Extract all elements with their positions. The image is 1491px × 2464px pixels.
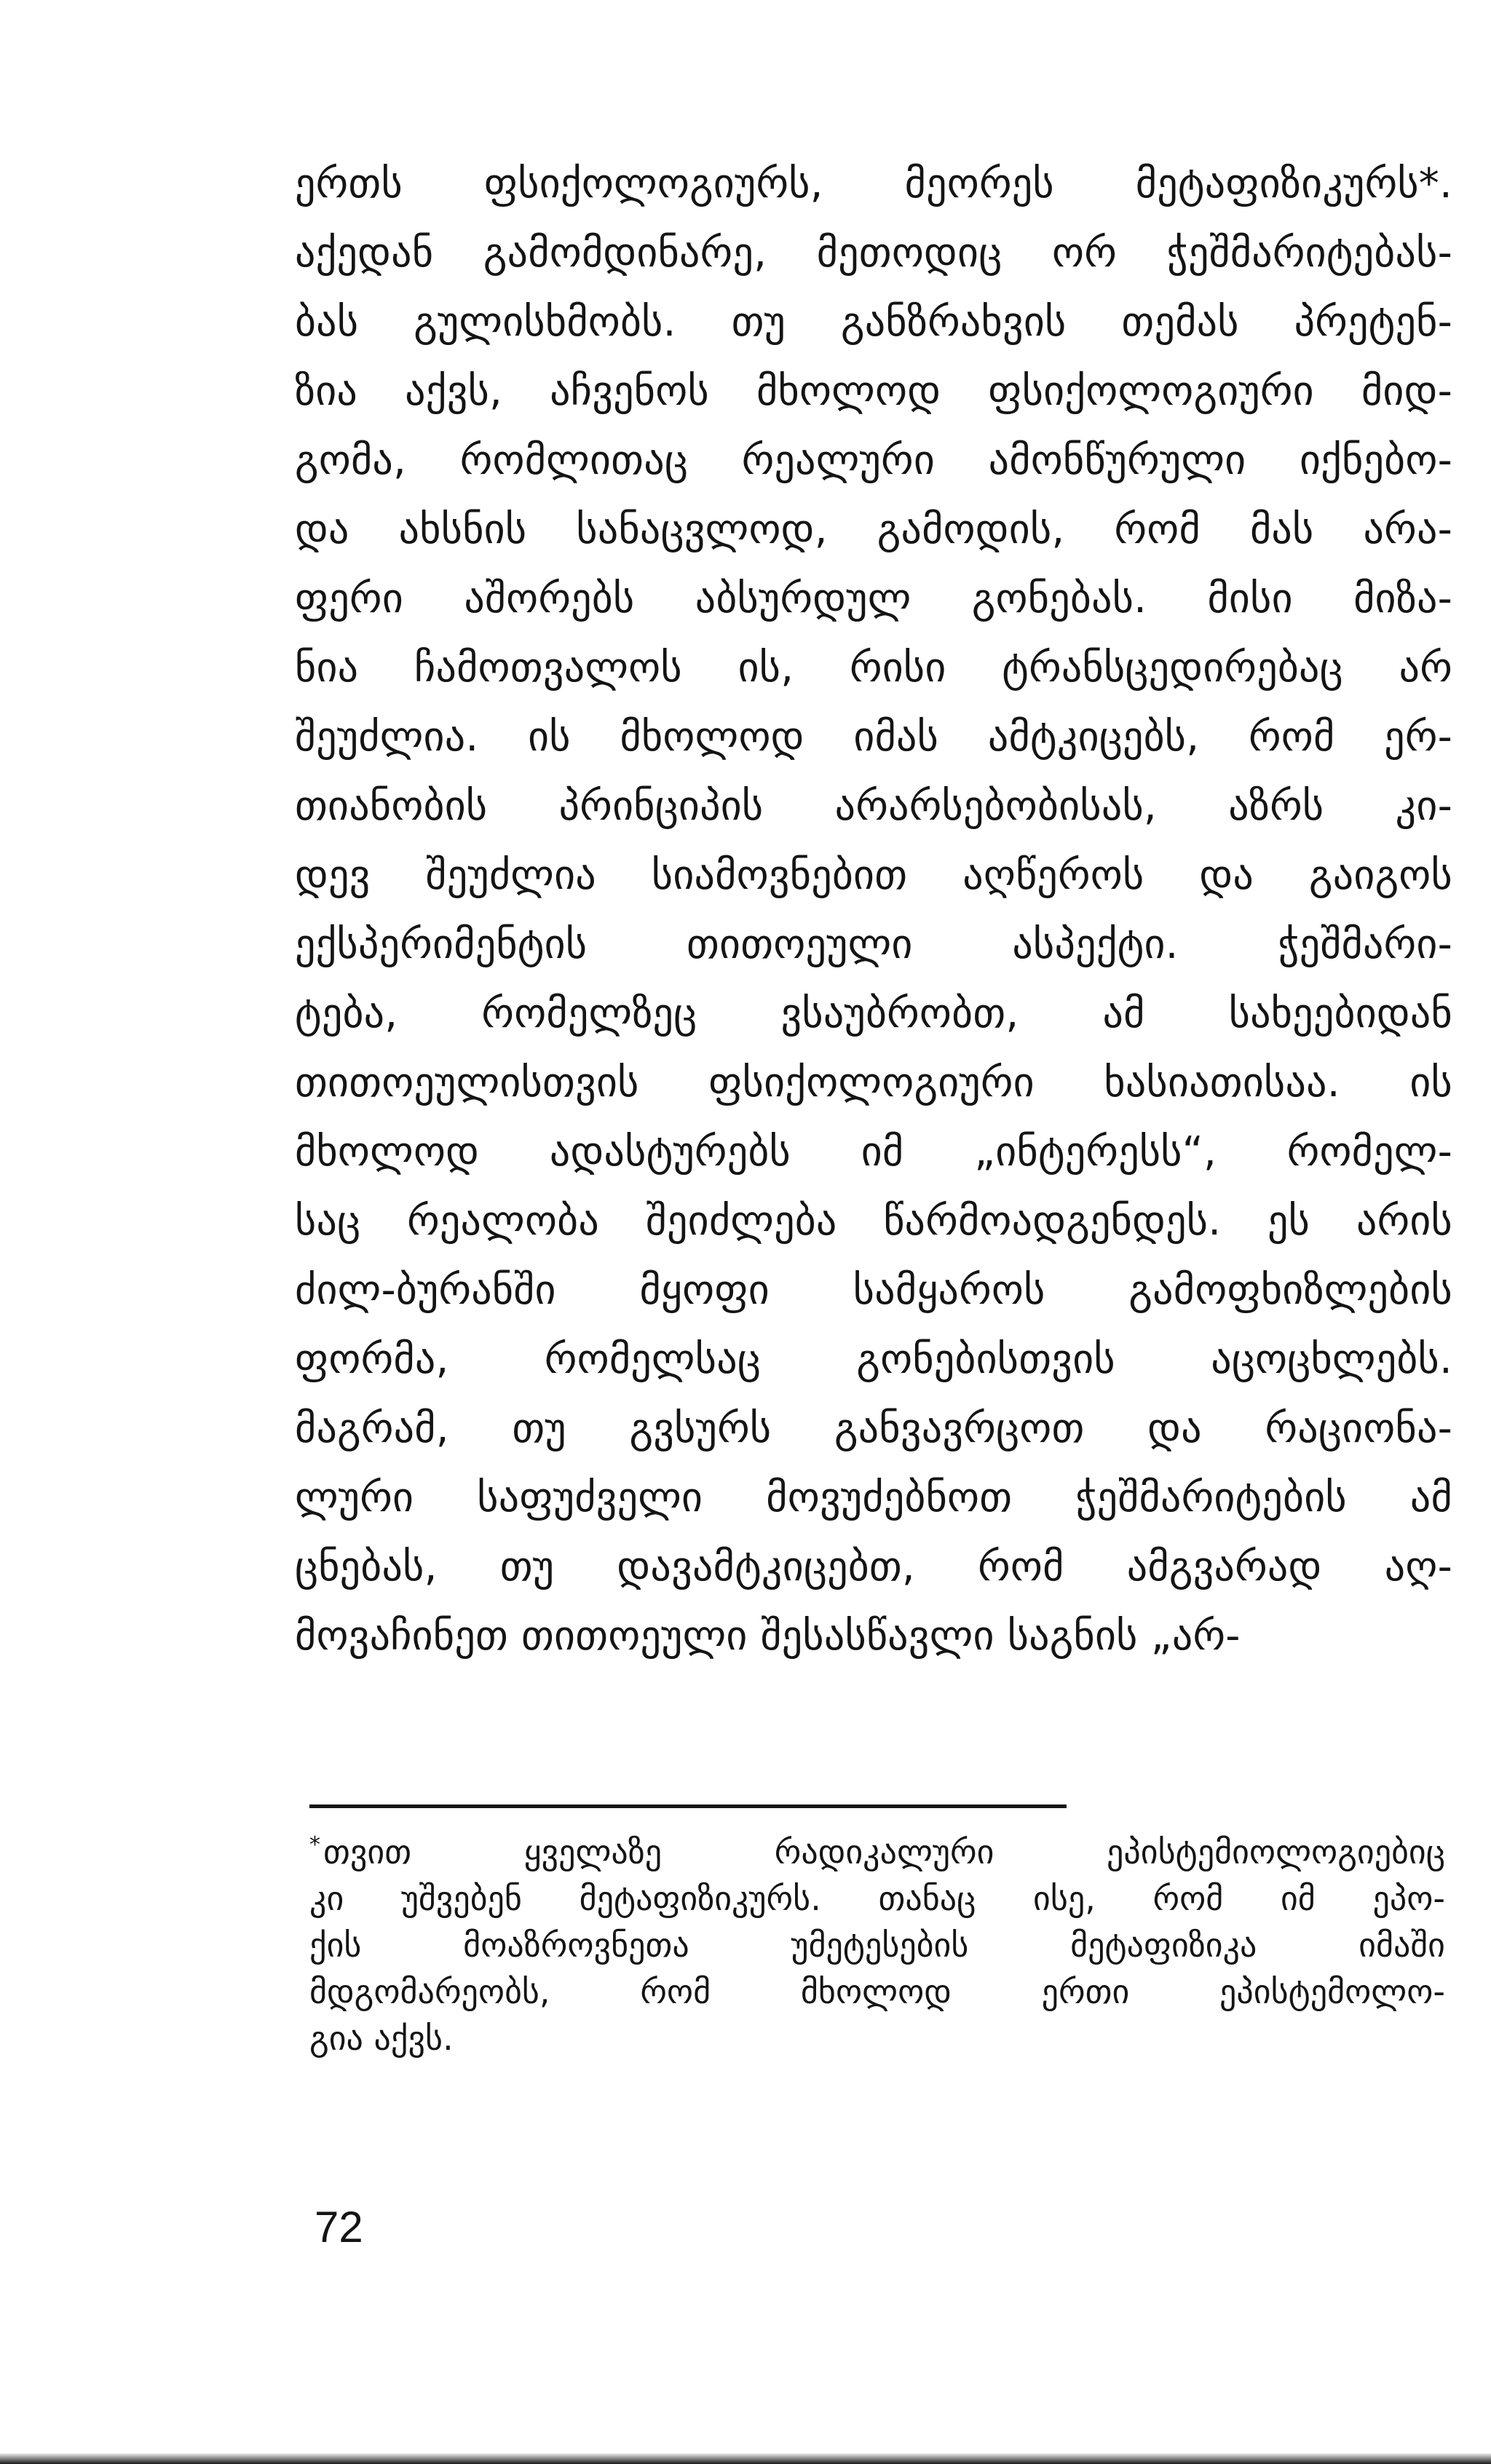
footnote-line: ქის მოაზროვნეთა უმეტესების მეტაფიზიკა იმაში bbox=[309, 1925, 1445, 1965]
text-line: ნია ჩამოთვალოს ის, რისი ტრანსცედირებაც არ bbox=[295, 644, 1452, 692]
text-line: ექსპერიმენტის თითოეული ასპექტი. ჭეშმარი- bbox=[295, 921, 1452, 968]
text-line: და ახსნის სანაცვლოდ, გამოდის, რომ მას არა- bbox=[295, 506, 1452, 553]
text-line: ძილ-ბურანში მყოფი სამყაროს გამოფხიზლების bbox=[295, 1267, 1452, 1314]
footnote-line: კი უშვებენ მეტაფიზიკურს. თანაც ისე, რომ იმ ეპო- bbox=[309, 1879, 1445, 1918]
text-line: მოვაჩინეთ თითოეული შესასწავლი საგნის „არ- bbox=[295, 1612, 1241, 1660]
text-line: ბას გულისხმობს. თუ განზრახვის თემას პრეტენ- bbox=[295, 298, 1452, 346]
text-line: ცნებას, თუ დავამტკიცებთ, რომ ამგვარად აღ- bbox=[295, 1543, 1452, 1590]
text-line: თითოეულისთვის ფსიქოლოგიური ხასიათისაა. ის bbox=[295, 1059, 1452, 1106]
text-line: ერთს ფსიქოლოგიურს, მეორეს მეტაფიზიკურს*. bbox=[295, 160, 1452, 207]
footnote-line: გია აქვს. bbox=[309, 2019, 454, 2058]
text-line: მაგრამ, თუ გვსურს განვავრცოთ და რაციონა- bbox=[295, 1405, 1452, 1452]
text-line: შეუძლია. ის მხოლოდ იმას ამტკიცებს, რომ ერ- bbox=[295, 713, 1452, 761]
text-line: მხოლოდ ადასტურებს იმ „ინტერესს“, რომელ- bbox=[295, 1128, 1452, 1176]
footnote-divider bbox=[309, 1805, 1067, 1808]
text-line: დევ შეუძლია სიამოვნებით აღწეროს და გაიგოს bbox=[295, 852, 1452, 899]
text-line: ტება, რომელზეც ვსაუბრობთ, ამ სახეებიდან bbox=[295, 990, 1452, 1037]
text-line: აქედან გამომდინარე, მეთოდიც ორ ჭეშმარიტებას- bbox=[295, 229, 1452, 277]
footnote-block bbox=[309, 1829, 1445, 2061]
scan-bottom-edge bbox=[0, 2453, 1491, 2464]
footnote-marker: * bbox=[309, 1831, 320, 1858]
text-line: გომა, რომლითაც რეალური ამონწურული იქნებო- bbox=[295, 437, 1452, 484]
footnote-line-text: თვით ყველაზე რადიკალური ეპისტემიოლოგიებიც bbox=[323, 1832, 1445, 1871]
text-line: ფერი აშორებს აბსურდულ გონებას. მისი მიზა- bbox=[295, 575, 1452, 622]
main-text-block bbox=[295, 149, 1452, 1671]
text-line: ფორმა, რომელსაც გონებისთვის აცოცხლებს. bbox=[295, 1336, 1452, 1383]
footnote-line: მდგომარეობს, რომ მხოლოდ ერთი ეპისტემოლო- bbox=[309, 1972, 1445, 2011]
text-line: ლური საფუძველი მოვუძებნოთ ჭეშმარიტების ამ bbox=[295, 1474, 1452, 1521]
footnote-line bbox=[309, 1829, 1445, 1875]
page-number: 72 bbox=[315, 2203, 363, 2251]
text-line: ზია აქვს, აჩვენოს მხოლოდ ფსიქოლოგიური მიდ- bbox=[295, 368, 1452, 415]
text-line: საც რეალობა შეიძლება წარმოადგენდეს. ეს არის bbox=[295, 1197, 1452, 1245]
text-line: თიანობის პრინციპის არარსებობისას, აზრს კი- bbox=[295, 783, 1452, 830]
